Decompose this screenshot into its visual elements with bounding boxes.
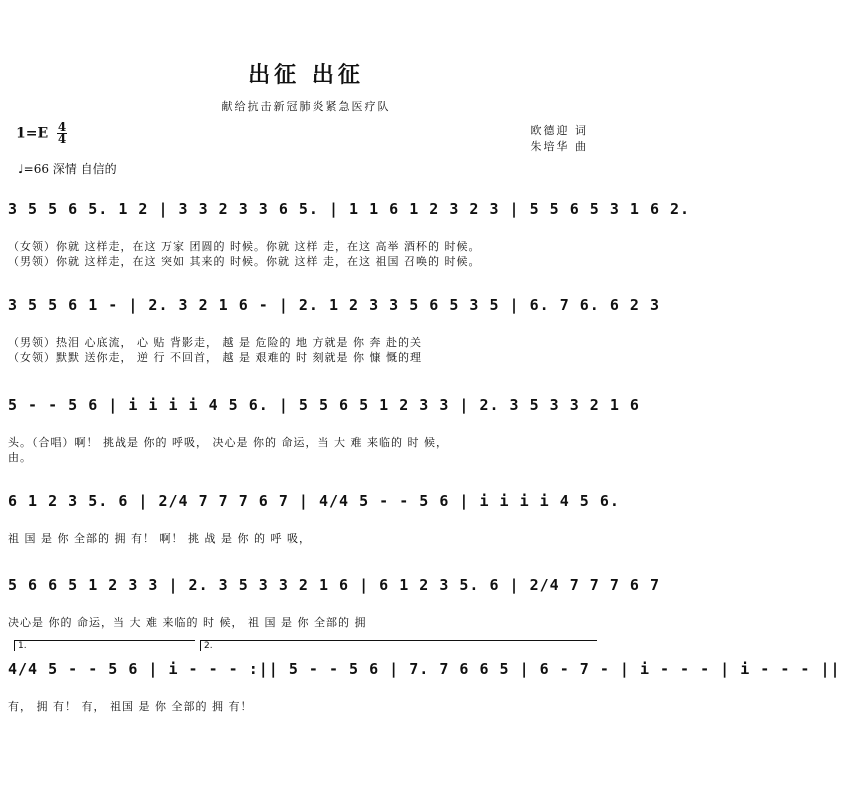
lyric-line-2a: （男领）热泪 心底流， 心 贴 背影走， 越 是 危险的 地 方就是 你 奔 赴的关 (8, 336, 422, 349)
composer-credit: 朱培华 曲 (530, 140, 588, 153)
notation-line-5: 5 6 6 5 1 2 3 3 | 2. 3 5 3 3 2 1 6 | 6 1 2 3 5. 6 | 2/4 7 7 7 6 7 (8, 576, 660, 594)
lyricist-credit: 欧德迎 词 (530, 124, 588, 137)
volta-label-first: 1. (18, 641, 27, 651)
lyric-line-3a: 头。（合唱）啊！ 挑战是 你的 呼吸， 决心是 你的 命运，当 大 难 来临的 时 候， (8, 436, 448, 449)
time-signature (57, 122, 67, 145)
notation-line-4: 6 1 2 3 5. 6 | 2/4 7 7 7 6 7 | 4/4 5 - - 5 6 | i i i i 4 5 6. (8, 492, 620, 510)
tempo-marking: ♩=66 深情 自信的 (18, 162, 117, 176)
volta-bracket-first (14, 640, 195, 651)
time-signature-bottom: 4 (57, 132, 67, 146)
notation-line-6: 4/4 5 - - 5 6 | i - - - :|| 5 - - 5 6 | 7. 7 6 6 5 | 6 - 7 - | i - - - | i - - - || (8, 660, 841, 678)
notation-line-1: 3 5 5 6 5. 1 2 | 3 3 2 3 3 6 5. | 1 1 6 1 2 3 2 3 | 5 5 6 5 3 1 6 2. (8, 200, 691, 218)
time-signature-top: 4 (57, 120, 67, 134)
volta-label-second: 2. (204, 641, 213, 651)
lyric-line-5: 决心是 你的 命运，当 大 难 来临的 时 候， 祖 国 是 你 全部的 拥 (8, 616, 367, 629)
volta-bracket-second (200, 640, 597, 651)
lyric-line-2b: （女领）默默 送你走， 逆 行 不回首， 越 是 艰难的 时 刻就是 你 慷 慨的理 (8, 351, 422, 364)
lyric-line-6: 有， 拥 有！ 有， 祖国 是 你 全部的 拥 有！ (8, 700, 253, 713)
lyric-line-4: 祖 国 是 你 全部的 拥 有！ 啊！ 挑 战 是 你 的 呼 吸， (8, 532, 311, 545)
lyric-line-1a: （女领）你就 这样走，在这 万家 团圆的 时候。你就 这样 走，在这 高举 酒杯的 时候。 (8, 240, 481, 253)
song-title: 出征 出征 (248, 62, 364, 88)
song-subtitle: 献给抗击新冠肺炎紧急医疗队 (221, 100, 391, 113)
notation-line-3: 5 - - 5 6 | i i i i 4 5 6. | 5 5 6 5 1 2 3 3 | 2. 3 5 3 3 2 1 6 (8, 396, 640, 414)
key-signature (16, 122, 67, 145)
lyric-line-3b: 由。 (8, 451, 32, 464)
notation-line-2: 3 5 5 6 1 - | 2. 3 2 1 6 - | 2. 1 2 3 3 5 6 5 3 5 | 6. 7 6. 6 2 3 (8, 296, 660, 314)
lyric-line-1b: （男领）你就 这样走，在这 突如 其来的 时候。你就 这样 走，在这 祖国 召唤的 时候。 (8, 255, 481, 268)
key-label: 1=E (16, 125, 49, 142)
